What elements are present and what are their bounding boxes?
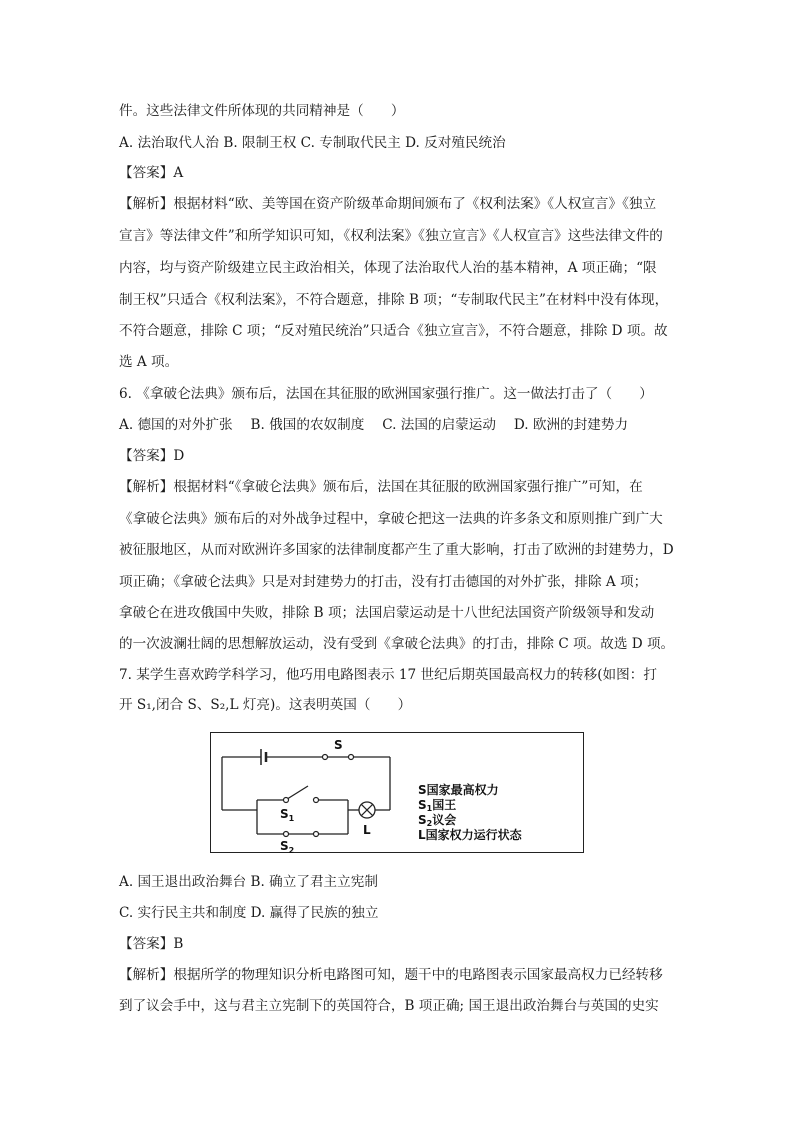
- switch-s1-label: $S_1$: [280, 807, 295, 823]
- switch-s-terminal: [323, 755, 328, 760]
- analysis-6-line: 项正确；《拿破仑法典》只是对封建势力的打击，没有打击德国的对外扩张，排除 A 项；: [119, 574, 648, 590]
- question-5-options: A. 法治取代人治 B. 限制王权 C. 专制取代民主 D. 反对殖民统治: [119, 135, 506, 151]
- analysis-6-line: 【解析】根据材料“《拿破仑法典》颁布后，法国在其征服的欧洲国家强行推广”可知，在: [119, 479, 643, 495]
- analysis-5-line: 宣言》等法律文件”和所学知识可知，《权利法案》《独立宣言》《人权宣言》这些法律文件的: [119, 228, 663, 244]
- analysis-5-line: 【解析】根据材料“欧、美等国在资产阶级革命期间颁布了《权利法案》《人权宣言》《独立: [119, 196, 657, 212]
- analysis-7-line: 到了议会手中，这与君主立宪制下的英国符合，B 项正确; 国王退出政治舞台与英国的史实: [119, 998, 659, 1014]
- analysis-6-line: 的一次波澜壮阔的思想解放运动，没有受到《拿破仑法典》的打击，排除 C 项。故选 D 项。: [119, 636, 675, 652]
- question-7-options: A. 国王退出政治舞台 B. 确立了君主立宪制: [119, 874, 378, 890]
- question-6-options: A. 德国的对外扩张 B. 俄国的农奴制度 C. 法国的启蒙运动 D. 欧洲的封建势力: [119, 417, 629, 433]
- switch-s1-terminal: [314, 798, 319, 803]
- circuit-diagram: [210, 732, 584, 855]
- analysis-6-line: 被征服地区，从而对欧洲许多国家的法律制度都产生了重大影响，打击了欧洲的封建势力，D: [119, 542, 674, 558]
- switch-s1-blade: [288, 786, 308, 799]
- analysis-6-line: 《拿破仑法典》颁布后的对外战争过程中，拿破仑把这一法典的许多条文和原则推广到广大: [119, 511, 663, 527]
- text-line: 件。这些法律文件所体现的共同精神是（ ）: [119, 103, 405, 119]
- switch-s2-label: $S_2$: [280, 839, 295, 855]
- answer-5: 【答案】A: [119, 165, 184, 181]
- switch-s1-terminal: [284, 798, 289, 803]
- question-7-stem: 开 S₁,闭合 S、S₂,L 灯亮)。这表明英国（ ）: [119, 697, 412, 713]
- switch-s2-terminal: [284, 832, 289, 837]
- answer-7: 【答案】B: [119, 936, 184, 952]
- legend-item: L国家权力运行状态: [418, 828, 522, 842]
- question-7-options: C. 实行民主共和制度 D. 赢得了民族的独立: [119, 905, 379, 921]
- analysis-5-line: 内容，均与资产阶级建立民主政治相关，体现了法治取代人治的基本精神，A 项正确；“限: [119, 260, 657, 276]
- analysis-5-line: 选 A 项。: [119, 354, 179, 370]
- question-7-stem: 7. 某学生喜欢跨学科学习，他巧用电路图表示 17 世纪后期英国最高权力的转移(如图：打: [119, 667, 657, 683]
- legend-item: S2议会: [418, 813, 457, 828]
- analysis-7-line: 【解析】根据所学的物理知识分析电路图可知，题干中的电路图表示国家最高权力已经转移: [119, 967, 663, 983]
- analysis-6-line: 拿破仑在进攻俄国中失败，排除 B 项；法国启蒙运动是十八世纪法国资产阶级领导和发动: [119, 605, 655, 621]
- lamp-label: L: [363, 823, 371, 837]
- switch-s2-terminal: [314, 832, 319, 837]
- legend-item: S国家最高权力: [418, 783, 499, 797]
- circuit-svg: [210, 732, 584, 855]
- answer-6: 【答案】D: [119, 448, 185, 464]
- analysis-5-line: 不符合题意，排除 C 项；“反对殖民统治”只适合《独立宣言》，不符合题意，排除 D 项。故: [119, 323, 668, 339]
- switch-s-terminal: [349, 755, 354, 760]
- question-6-stem: 6. 《拿破仑法典》颁布后，法国在其征服的欧洲国家强行推广。这一做法打击了（ ）: [119, 386, 653, 402]
- switch-s-label: S: [334, 738, 343, 752]
- legend-item: S1国王: [418, 798, 457, 813]
- analysis-5-line: 制王权”只适合《权利法案》，不符合题意，排除 B 项；“专制取代民主”在材料中没有体现，: [119, 292, 669, 308]
